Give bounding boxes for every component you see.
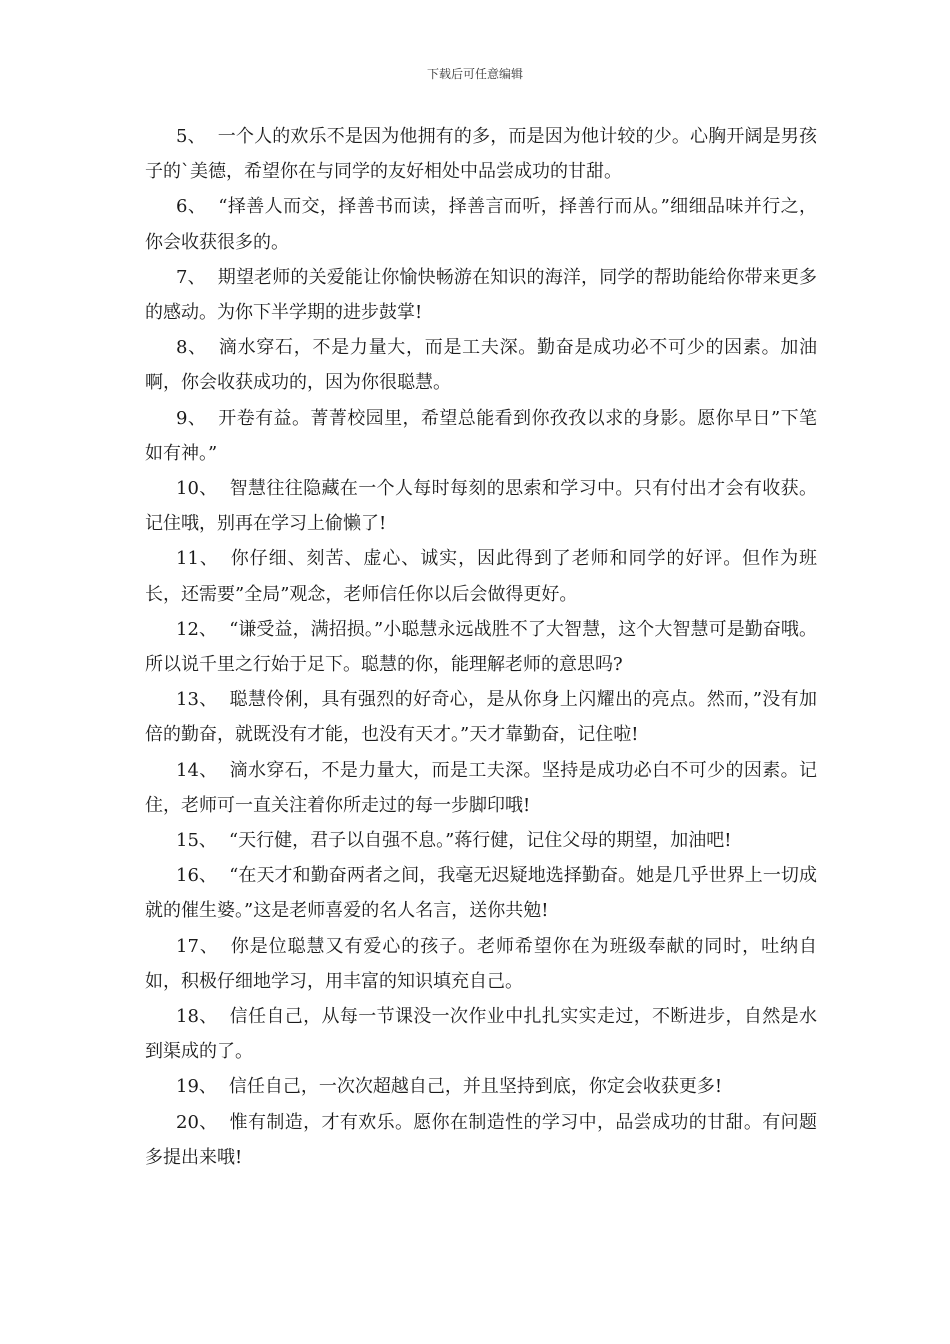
- item-number: 12、: [176, 618, 218, 640]
- item-text: 智慧往往隐藏在一个人每时每刻的思索和学习中。只有付出才会有收获。记住哦，别再在学习上偷懒了!: [145, 478, 817, 535]
- item-number: 13、: [176, 689, 218, 711]
- item-number: 19、: [176, 1076, 217, 1098]
- list-item: [145, 541, 817, 611]
- list-item: [145, 1105, 817, 1175]
- item-number: 17、: [176, 935, 219, 957]
- list-item: [145, 753, 817, 823]
- item-number: 20、: [176, 1111, 218, 1133]
- item-text: 惟有制造，才有欢乐。愿你在制造性的学习中，品尝成功的甘甜。有问题多提出来哦!: [145, 1111, 817, 1168]
- item-text: 一个人的欢乐不是因为他拥有的多，而是因为他计较的少。心胸开阔是男孩子的`美德，希望你在与同学的友好相处中品尝成功的甘甜。: [145, 126, 817, 183]
- list-item: [145, 401, 817, 471]
- list-item: [145, 330, 817, 400]
- item-number: 5、: [176, 126, 206, 147]
- item-number: 8、: [176, 337, 207, 359]
- page-header: 下载后可任意编辑: [426, 67, 523, 81]
- list-item: [145, 999, 817, 1069]
- item-number: 7、: [176, 266, 206, 288]
- item-text: 开卷有益。菁菁校园里，希望总能看到你孜孜以求的身影。愿你早日”下笔如有神。”: [145, 407, 817, 464]
- item-number: 18、: [176, 1006, 218, 1028]
- item-text: “在天才和勤奋两者之间，我毫无迟疑地选择勤奋。她是几乎世界上一切成就的催生婆。”这是老师喜爱的名人名言，送你共勉!: [145, 865, 817, 922]
- item-text: 你仔细、刻苦、虚心、诚实，因此得到了老师和同学的好评。但作为班长，还需要”全局”观念，老师信任你以后会做得更好。: [145, 548, 818, 605]
- list-item: [145, 260, 817, 330]
- item-number: 14、: [176, 759, 218, 781]
- item-text: “天行健，君子以自强不息。”蒋行健，记住父母的期望，加油吧!: [228, 830, 732, 852]
- list-item: [145, 858, 817, 928]
- item-text: 滴水穿石，不是力量大，而是工夫深。勤奋是成功必不可少的因素。加油啊，你会收获成功的，因为你很聪慧。: [145, 337, 818, 394]
- item-number: 6、: [176, 196, 207, 218]
- item-text: 你是位聪慧又有爱心的孩子。老师希望你在为班级奉献的同时，吐纳自如，积极仔细地学习，用丰富的知识填充自己。: [145, 935, 818, 992]
- item-text: 信任自己，一次次超越自己，并且坚持到底，你定会收获更多!: [228, 1076, 723, 1098]
- list-item: [145, 189, 817, 259]
- item-number: 15、: [176, 830, 217, 852]
- list-item: [145, 119, 817, 189]
- item-text: 聪慧伶俐，具有强烈的好奇心，是从你身上闪耀出的亮点。然而，”没有加倍的勤奋，就既没有才能，也没有天才。”天才靠勤奋，记住啦!: [145, 689, 817, 746]
- document-body: [145, 119, 817, 1175]
- item-text: “谦受益，满招损。”小聪慧永远战胜不了大智慧，这个大智慧可是勤奋哦。所以说千里之行始于足下。聪慧的你，能理解老师的意思吗?: [145, 618, 817, 676]
- list-item: [145, 471, 817, 541]
- list-item: [145, 1069, 817, 1104]
- item-text: 滴水穿石，不是力量大，而是工夫深。坚持是成功必白不可少的因素。记住，老师可一直关注着你所走过的每一步脚印哦!: [145, 759, 817, 816]
- list-item: [145, 682, 817, 752]
- list-item: [145, 929, 817, 999]
- item-text: 信任自己，从每一节课没一次作业中扎扎实实走过，不断进步，自然是水到渠成的了。: [145, 1006, 817, 1063]
- item-number: 11、: [176, 548, 219, 570]
- item-text: 期望老师的关爱能让你愉快畅游在知识的海洋，同学的帮助能给你带来更多的感动。为你下半学期的进步鼓掌!: [145, 266, 817, 324]
- item-number: 9、: [176, 407, 207, 429]
- item-number: 10、: [176, 478, 218, 500]
- list-item: [145, 612, 817, 682]
- item-number: 16、: [176, 865, 218, 887]
- item-text: “择善人而交，择善书而读，择善言而听，择善行而从。”细细品味并行之，你会收获很多的。: [145, 196, 817, 253]
- list-item: [145, 823, 817, 858]
